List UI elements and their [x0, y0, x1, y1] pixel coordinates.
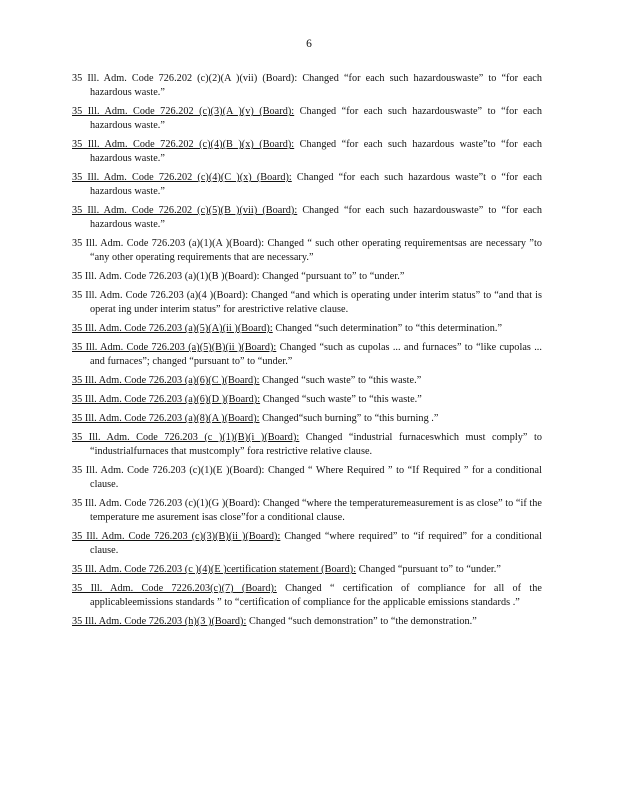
change-description: Changed “where the temperaturemeasurement is as close” to “if the temperature me asurement isas close”for a conditional clause.	[90, 498, 542, 523]
change-description: Changed “pursuant to” to “under.”	[262, 271, 405, 282]
amendment-entry	[72, 497, 542, 525]
change-description: Changed “such as cupolas ... and furnaces” to “like cupolas ... and furnaces”; changed “pursuant to” to “under.”	[90, 342, 542, 367]
amendment-entry	[72, 171, 542, 199]
citation: 35 Ill. Adm. Code 726.203 (a)(1)(A )(Board):	[72, 238, 265, 249]
change-description: Changed “industrial furnaceswhich must comply” to “industrialfurnaces that mustcomply” fora restrictive relative clause.	[90, 432, 542, 457]
citation: 35 Ill. Adm. Code 726.203 (a)(6)(D )(Board):	[72, 394, 261, 405]
citation: 35 Ill. Adm. Code 726.202 (c)(2)(A )(vii) (Board):	[72, 73, 298, 84]
amendment-list	[72, 72, 542, 634]
amendment-entry	[72, 138, 542, 166]
citation: 35 Ill. Adm. Code 726.203 (c )(4)(E )certification statement (Board):	[72, 564, 357, 575]
amendment-entry	[72, 615, 542, 629]
change-description: Changed “for each such hazardous waste”to “for each hazardous waste.”	[90, 139, 542, 164]
citation: 35 Ill. Adm. Code 726.202 (c)(4)(B )(x) (Board):	[72, 139, 295, 150]
amendment-entry	[72, 563, 542, 577]
citation: 35 Ill. Adm. Code 726.203 (a)(5)(B)(ii )(Board):	[72, 342, 277, 353]
change-description: Changed “for each such hazardouswaste” to “for each hazardous waste.”	[90, 205, 542, 230]
amendment-entry	[72, 270, 542, 284]
amendment-entry	[72, 341, 542, 369]
amendment-entry	[72, 431, 542, 459]
amendment-entry	[72, 322, 542, 336]
change-description: Changed “ such other operating requirementsas are necessary ”to “any other operating requirements that are necessary.”	[90, 238, 542, 263]
citation: 35 Ill. Adm. Code 726.203 (c )(1)(B)(i )(Board):	[72, 432, 300, 443]
citation: 35 Ill. Adm. Code 726.203 (c)(1)(G )(Board):	[72, 498, 261, 509]
amendment-entry	[72, 204, 542, 232]
amendment-entry	[72, 289, 542, 317]
change-description: Changed “and which is operating under interim status” to “and that is operat ing under interim status” for arestrictive relative clause.	[90, 290, 542, 315]
amendment-entry	[72, 374, 542, 388]
change-description: Changed “where required” to “if required” for a conditional clause.	[90, 531, 542, 556]
change-description: Changed“such burning” to “this burning .”	[262, 413, 439, 424]
change-description: Changed “for each such hazardous waste”t o “for each hazardous waste.”	[90, 172, 542, 197]
amendment-entry	[72, 582, 542, 610]
citation: 35 Ill. Adm. Code 726.203 (a)(8)(A )(Board):	[72, 413, 260, 424]
citation: 35 Ill. Adm. Code 726.203 (c)(3)(B)(ii )(Board):	[72, 531, 281, 542]
amendment-entry	[72, 393, 542, 407]
amendment-entry	[72, 412, 542, 426]
amendment-entry	[72, 464, 542, 492]
change-description: Changed “such demonstration” to “the demonstration.”	[248, 616, 477, 627]
citation: 35 Ill. Adm. Code 726.203 (a)(4 )(Board):	[72, 290, 249, 301]
amendment-entry	[72, 237, 542, 265]
change-description: Changed “such waste” to “this waste.”	[262, 375, 422, 386]
amendment-entry	[72, 72, 542, 100]
citation: 35 Ill. Adm. Code 726.203 (a)(1)(B )(Board):	[72, 271, 260, 282]
citation: 35 Ill. Adm. Code 7226.203(c)(7) (Board):	[72, 583, 277, 594]
amendment-entry	[72, 530, 542, 558]
citation: 35 Ill. Adm. Code 726.203 (c)(1)(E )(Board):	[72, 465, 265, 476]
citation: 35 Ill. Adm. Code 726.202 (c)(4)(C )(x) (Board):	[72, 172, 292, 183]
change-description: Changed “ Where Required ” to “If Required ” for a conditional clause.	[90, 465, 542, 490]
change-description: Changed “for each such hazardouswaste” to “for each hazardous waste.”	[90, 73, 542, 98]
change-description: Changed “such waste” to “this waste.”	[262, 394, 422, 405]
citation: 35 Ill. Adm. Code 726.202 (c)(3)(A )(v) (Board):	[72, 106, 295, 117]
change-description: Changed “for each such hazardouswaste” to “for each hazardous waste.”	[90, 106, 542, 131]
change-description: Changed “such determination” to “this determination.”	[275, 323, 503, 334]
page-number: 6	[306, 38, 312, 50]
change-description: Changed “ certification of compliance for all of the applicableemissions standards ” to “certification of compliance for the applicable emissions standards .”	[90, 583, 542, 608]
citation: 35 Ill. Adm. Code 726.202 (c)(5)(B )(vii) (Board):	[72, 205, 298, 216]
amendment-entry	[72, 105, 542, 133]
citation: 35 Ill. Adm. Code 726.203 (a)(5)(A)(ii )(Board):	[72, 323, 273, 334]
change-description: Changed “pursuant to” to “under.”	[358, 564, 501, 575]
citation: 35 Ill. Adm. Code 726.203 (h)(3 )(Board):	[72, 616, 247, 627]
citation: 35 Ill. Adm. Code 726.203 (a)(6)(C )(Board):	[72, 375, 260, 386]
